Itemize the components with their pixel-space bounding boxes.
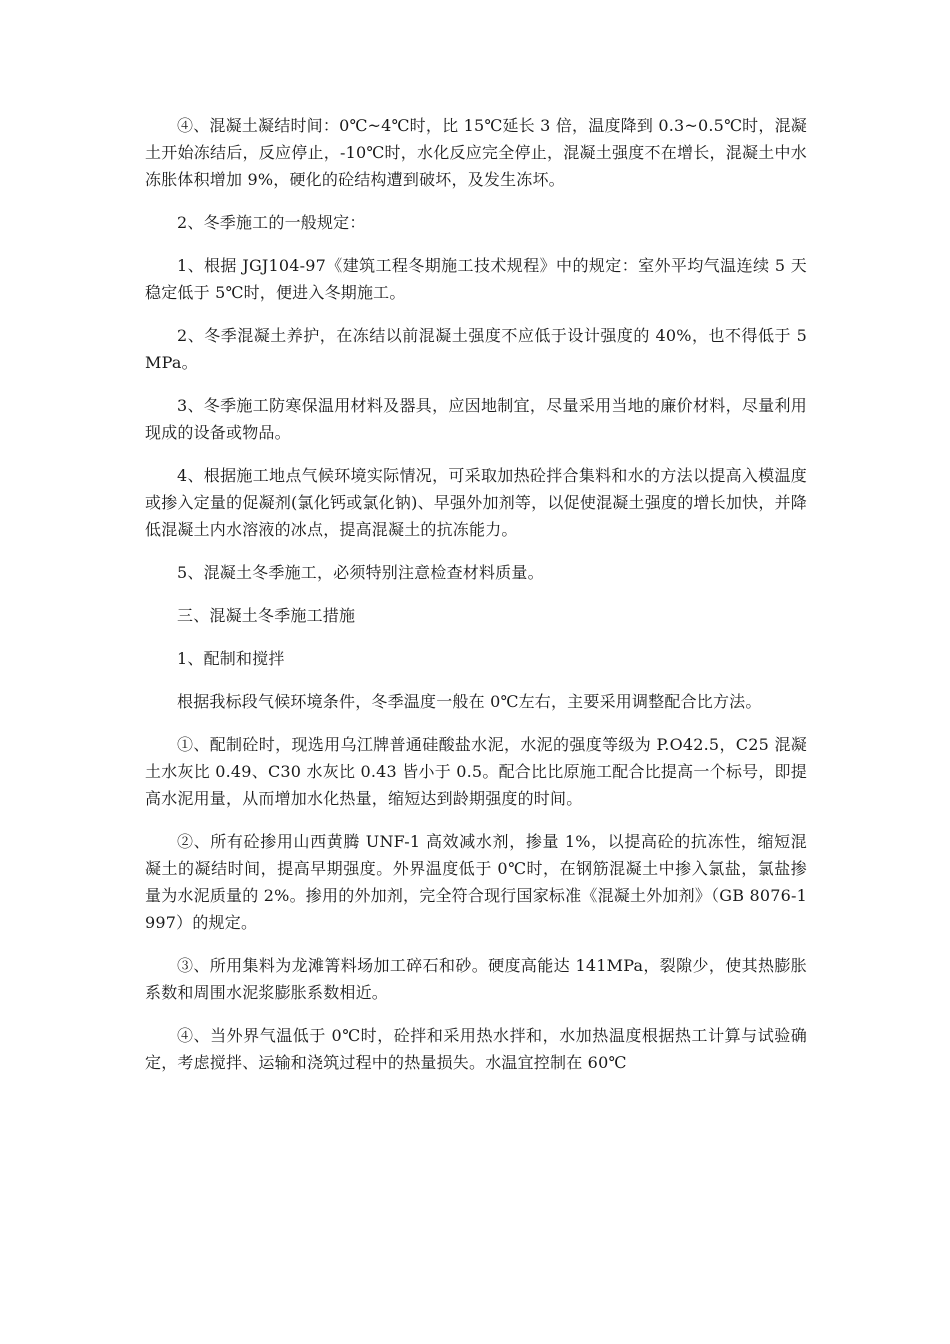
paragraph-rule-5: 5、混凝土冬季施工，必须特别注意检查材料质量。 xyxy=(177,563,544,582)
paragraph-rule-1: 1、根据 JGJ104-97《建筑工程冬期施工技术规程》中的规定：室外平均气温连续 5 天稳定低于 5℃时，便进入冬期施工。 xyxy=(145,256,807,302)
paragraph-mix-item-3: ③、所用集料为龙滩箐料场加工碎石和砂。硬度高能达 141MPa，裂隙少，使其热膨胀系数和周围水泥浆膨胀系数相近。 xyxy=(145,956,807,1002)
paragraph-mix-item-1: ①、配制砼时，现选用乌江牌普通硅酸盐水泥，水泥的强度等级为 P.O42.5，C25 混凝土水灰比 0.49、C30 水灰比 0.43 皆小于 0.5。配合比比原施工配合比提高一个标号，即提高水泥用量，从而增加水化热量，缩短达到龄期强度的时间。 xyxy=(145,735,807,808)
paragraph-climate-mix: 根据我标段气候环境条件，冬季温度一般在 0℃左右，主要采用调整配合比方法。 xyxy=(177,692,762,711)
paragraph-mix-item-2: ②、所有砼掺用山西黄腾 UNF-1 高效减水剂，掺量 1%，以提高砼的抗冻性，缩短混凝土的凝结时间，提高早期强度。外界温度低于 0℃时，在钢筋混凝土中掺入氯盐，氯盐掺量为水泥质量的 2%。掺用的外加剂，完全符合现行国家标准《混凝土外加剂》（GB 8076-1997）的规定。 xyxy=(145,832,807,932)
paragraph-rule-3: 3、冬季施工防寒保温用材料及器具，应因地制宜，尽量采用当地的廉价材料，尽量利用现成的设备或物品。 xyxy=(145,396,807,442)
paragraph-mix-item-4: ④、当外界气温低于 0℃时，砼拌和采用热水拌和，水加热温度根据热工计算与试验确定，考虑搅拌、运输和浇筑过程中的热量损失。水温宜控制在 60℃ xyxy=(145,1026,807,1072)
paragraph-rule-2: 2、冬季混凝土养护，在冻结以前混凝土强度不应低于设计强度的 40%，也不得低于 5MPa。 xyxy=(145,326,807,372)
paragraph-setting-time: ④、混凝土凝结时间：0℃~4℃时，比 15℃延长 3 倍，温度降到 0.3~0.5℃时，混凝土开始冻结后，反应停止，-10℃时，水化反应完全停止，混凝土强度不在增长，混凝土中水冻胀体积增加 9%，硬化的砼结构遭到破坏，及发生冻坏。 xyxy=(145,116,807,189)
heading-mixing: 1、配制和搅拌 xyxy=(177,649,285,668)
paragraph-rule-4: 4、根据施工地点气候环境实际情况，可采取加热砼拌合集料和水的方法以提高入模温度或掺入定量的促凝剂(氯化钙或氯化钠)、早强外加剂等，以促使混凝土强度的增长加快，并降低混凝土内水溶液的冰点，提高混凝土的抗冻能力。 xyxy=(145,466,807,539)
heading-section-three: 三、混凝土冬季施工措施 xyxy=(177,606,356,625)
heading-general-rules: 2、冬季施工的一般规定： xyxy=(177,213,366,232)
document-page xyxy=(145,112,807,1092)
